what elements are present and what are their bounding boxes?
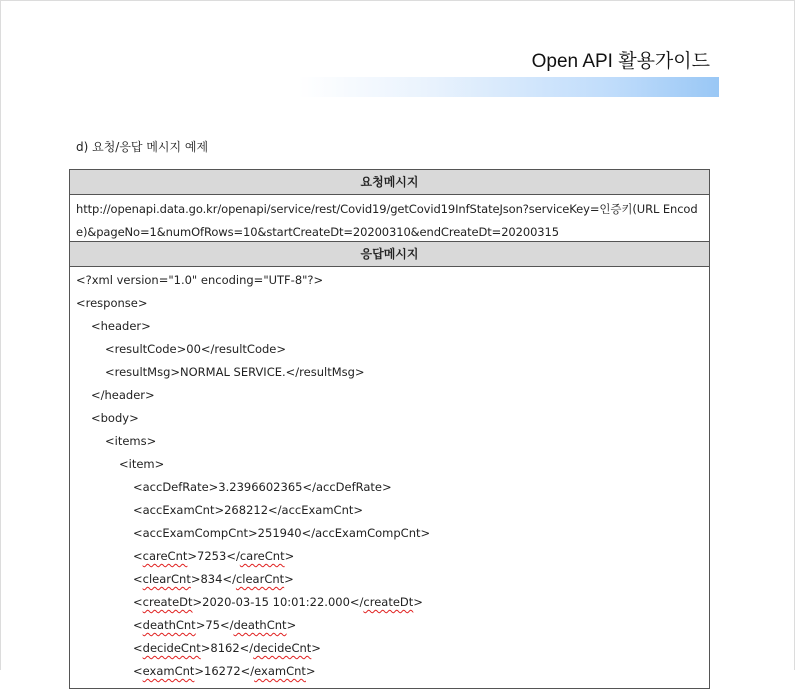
response-xml bbox=[70, 267, 709, 683]
xml-tag-name: deathCnt bbox=[142, 618, 196, 632]
xml-line: <response> bbox=[76, 296, 148, 310]
xml-tag-name: examCnt bbox=[142, 664, 195, 678]
header-gradient-bar bbox=[298, 77, 719, 97]
xml-tag-name: clearCnt bbox=[142, 572, 191, 586]
page-border-left bbox=[0, 0, 1, 670]
xml-line: <accExamCompCnt>251940</accExamCompCnt> bbox=[133, 526, 431, 540]
xml-value: 8162 bbox=[210, 641, 240, 655]
xml-tag-name: examCnt bbox=[254, 664, 306, 678]
xml-line: <header> bbox=[91, 319, 151, 333]
xml-line: <item> bbox=[119, 457, 165, 471]
xml-line: <createDt>2020-03-15 10:01:22.000</createDt> bbox=[133, 595, 423, 609]
xml-line: <items> bbox=[105, 434, 157, 448]
xml-tag-name: careCnt bbox=[142, 549, 188, 563]
section-heading: d) 요청/응답 메시지 예제 bbox=[76, 140, 209, 154]
xml-tag-name: createDt bbox=[363, 595, 414, 609]
xml-line: <?xml version="1.0" encoding="UTF-8"?> bbox=[76, 273, 324, 287]
xml-tag-name: clearCnt bbox=[235, 572, 285, 586]
xml-line: <resultMsg>NORMAL SERVICE.</resultMsg> bbox=[105, 365, 365, 379]
response-header: 응답메시지 bbox=[70, 242, 709, 267]
message-example-table bbox=[69, 169, 710, 689]
xml-line: <body> bbox=[91, 411, 139, 425]
xml-tag-name: createDt bbox=[142, 595, 193, 609]
xml-line: <accExamCnt>268212</accExamCnt> bbox=[133, 503, 363, 517]
xml-value: 16272 bbox=[204, 664, 241, 678]
xml-value: 75 bbox=[205, 618, 220, 632]
xml-line: <resultCode>00</resultCode> bbox=[105, 342, 287, 356]
xml-tag-name: decideCnt bbox=[142, 641, 201, 655]
xml-line: <careCnt>7253</careCnt> bbox=[133, 549, 295, 563]
xml-line: <accDefRate>3.2396602365</accDefRate> bbox=[133, 480, 392, 494]
xml-tag-name: decideCnt bbox=[253, 641, 312, 655]
xml-value: 834 bbox=[200, 572, 223, 586]
request-header: 요청메시지 bbox=[70, 170, 709, 195]
xml-line: <decideCnt>8162</decideCnt> bbox=[133, 641, 321, 655]
xml-tag-name: deathCnt bbox=[233, 618, 287, 632]
xml-value: 2020-03-15 10:01:22.000 bbox=[202, 595, 350, 609]
request-url: http://openapi.data.go.kr/openapi/service/rest/Covid19/getCovid19InfStateJson?serviceKey=인증키(URL Encode)&pageNo=1&numOfRows=10&startCreateDt=20200310&endCreateDt=20200315 bbox=[70, 195, 709, 242]
xml-line: </header> bbox=[91, 388, 155, 402]
xml-tag-name: careCnt bbox=[239, 549, 285, 563]
document-header-title: Open API 활용가이드 bbox=[531, 51, 710, 72]
xml-line: <deathCnt>75</deathCnt> bbox=[133, 618, 297, 632]
xml-line: <examCnt>16272</examCnt> bbox=[133, 664, 316, 678]
xml-value: 7253 bbox=[197, 549, 227, 563]
page-border-top bbox=[0, 0, 795, 1]
xml-line: <clearCnt>834</clearCnt> bbox=[133, 572, 294, 586]
